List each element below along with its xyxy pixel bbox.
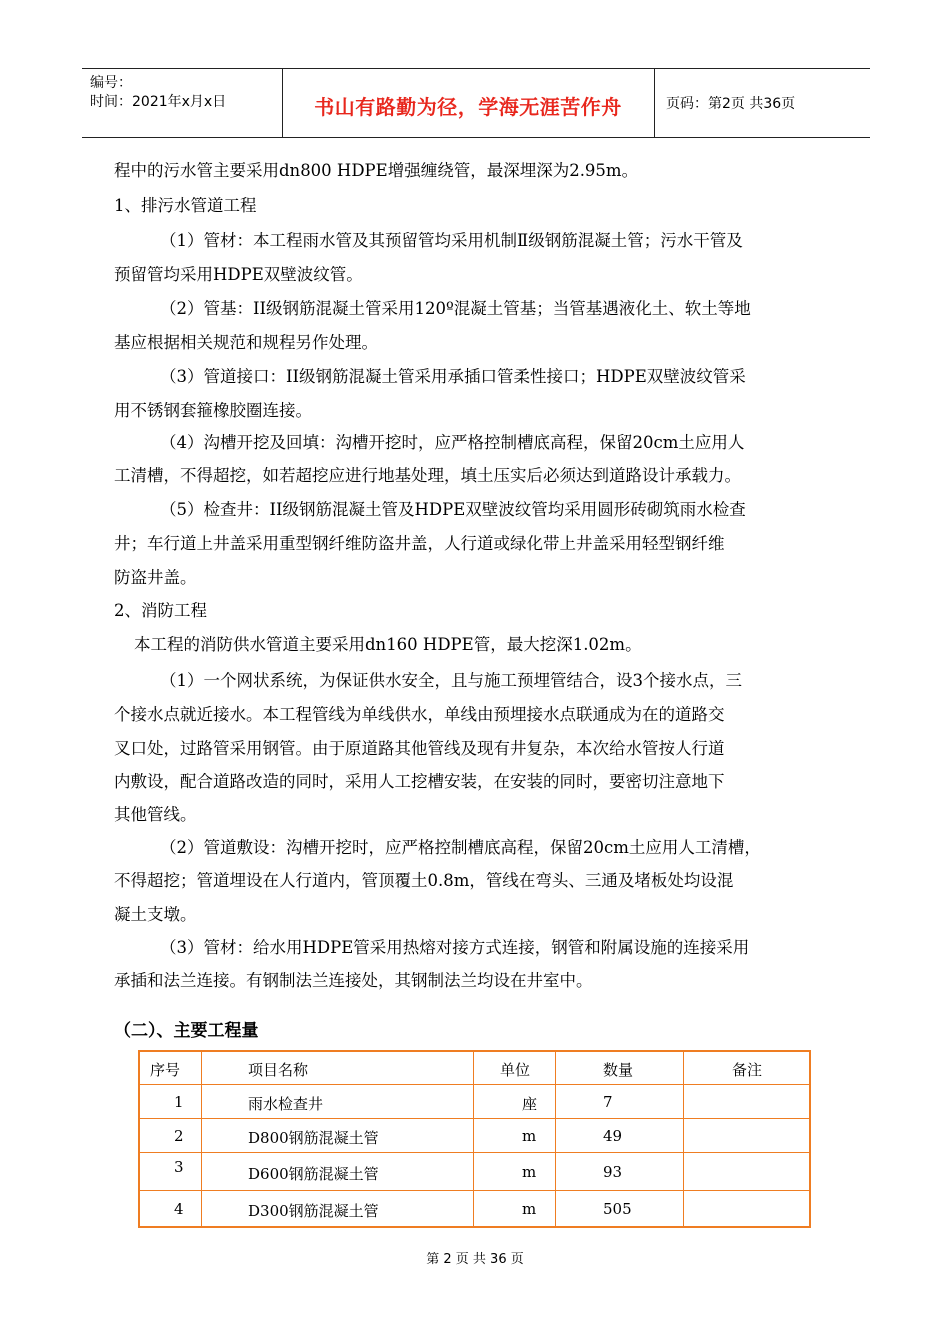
header-motto-cell xyxy=(282,69,655,137)
paragraph-line: （4）沟槽开挖及回填：沟槽开挖时，应严格控制槽底高程，保留20cm土应用人 xyxy=(160,433,745,452)
paragraph-line: 防盗井盖。 xyxy=(114,568,197,587)
header-page-number: 页码：第2页 共36页 xyxy=(666,96,796,112)
table-row xyxy=(140,1119,809,1153)
cell-index: 1 xyxy=(174,1093,184,1111)
cell-unit: 座 xyxy=(522,1095,538,1113)
section-title: （二）、主要工程量 xyxy=(114,1021,259,1041)
paragraph-line: 基应根据相关规范和规程另作处理。 xyxy=(114,333,378,352)
subsection-heading: 1、排污水管道工程 xyxy=(114,196,257,215)
cell-unit: m xyxy=(522,1200,537,1218)
paragraph-line: （2）管道敷设：沟槽开挖时，应严格控制槽底高程，保留20cm土应用人工清槽， xyxy=(160,838,761,857)
table-header-row xyxy=(140,1052,809,1085)
cell-quantity: 93 xyxy=(603,1163,623,1181)
cell-item-name: D600钢筋混凝土管 xyxy=(248,1165,379,1183)
doc-code-label: 编号： xyxy=(90,75,132,91)
cell-index: 2 xyxy=(174,1127,184,1145)
column-header: 备注 xyxy=(732,1061,763,1079)
column-header: 序号 xyxy=(150,1061,181,1079)
cell-index: 4 xyxy=(174,1200,184,1218)
cell-item-name: 雨水检查井 xyxy=(248,1095,324,1113)
table-row xyxy=(140,1153,809,1191)
cell-quantity: 49 xyxy=(603,1127,623,1145)
paragraph-line: 凝土支墩。 xyxy=(114,905,197,924)
cell-item-name: D800钢筋混凝土管 xyxy=(248,1129,379,1147)
page-header xyxy=(82,68,870,138)
paragraph-line: 承插和法兰连接。有钢制法兰连接处，其钢制法兰均设在井室中。 xyxy=(114,971,593,990)
table-row xyxy=(140,1085,809,1119)
paragraph-line: 用不锈钢套箍橡胶圈连接。 xyxy=(114,401,312,420)
doc-date-label: 时间：2021年x月x日 xyxy=(90,94,227,110)
paragraph-line: 工清槽，不得超挖，如若超挖应进行地基处理，填土压实后必须达到道路设计承载力。 xyxy=(114,466,741,485)
paragraph-line: 本工程的消防供水管道主要采用dn160 HDPE管，最大挖深1.02m。 xyxy=(134,635,642,654)
cell-item-name: D300钢筋混凝土管 xyxy=(248,1202,379,1220)
cell-quantity: 7 xyxy=(603,1093,613,1111)
paragraph-line: 程中的污水管主要采用dn800 HDPE增强缠绕管，最深埋深为2.95m。 xyxy=(114,161,639,180)
header-meta xyxy=(82,69,283,137)
paragraph-line: （1）管材：本工程雨水管及其预留管均采用机制Ⅱ级钢筋混凝土管；污水干管及 xyxy=(160,231,743,250)
paragraph-line: 井；车行道上井盖采用重型钢纤维防盗井盖，人行道或绿化带上井盖采用轻型钢纤维 xyxy=(114,534,725,553)
header-page-cell xyxy=(654,69,870,137)
paragraph-line: 其他管线。 xyxy=(114,805,197,824)
cell-quantity: 505 xyxy=(603,1200,632,1218)
quantities-table xyxy=(138,1050,811,1228)
paragraph-line: （3）管道接口：II级钢筋混凝土管采用承插口管柔性接口；HDPE双壁波纹管采 xyxy=(160,367,746,386)
subsection-heading: 2、消防工程 xyxy=(114,601,207,620)
table-row xyxy=(140,1191,809,1228)
paragraph-line: 叉口处，过路管采用钢管。由于原道路其他管线及现有井复杂，本次给水管按人行道 xyxy=(114,739,725,758)
cell-index: 3 xyxy=(174,1158,184,1176)
paragraph-line: （3）管材：给水用HDPE管采用热熔对接方式连接，钢管和附属设施的连接采用 xyxy=(160,938,750,957)
paragraph-line: （5）检查井：II级钢筋混凝土管及HDPE双壁波纹管均采用圆形砖砌筑雨水检查 xyxy=(160,500,746,519)
paragraph-line: 内敷设，配合道路改造的同时，采用人工挖槽安装，在安装的同时，要密切注意地下 xyxy=(114,772,725,791)
header-motto: 书山有路勤为径，学海无涯苦作舟 xyxy=(314,95,622,119)
paragraph-line: （1）一个网状系统，为保证供水安全，且与施工预埋管结合，设3个接水点，三 xyxy=(160,671,742,690)
paragraph-line: 预留管均采用HDPE双壁波纹管。 xyxy=(114,265,363,284)
cell-unit: m xyxy=(522,1163,537,1181)
paragraph-line: 个接水点就近接水。本工程管线为单线供水，单线由预埋接水点联通成为在的道路交 xyxy=(114,705,725,724)
column-header: 数量 xyxy=(603,1061,634,1079)
column-header: 单位 xyxy=(500,1061,531,1079)
paragraph-line: 不得超挖；管道埋设在人行道内，管顶覆土0.8m，管线在弯头、三通及堵板处均设混 xyxy=(114,871,734,890)
page-footer: 第 2 页 共 36 页 xyxy=(426,1252,524,1267)
column-header: 项目名称 xyxy=(248,1061,309,1079)
cell-unit: m xyxy=(522,1127,537,1145)
paragraph-line: （2）管基：II级钢筋混凝土管采用120º混凝土管基；当管基遇液化土、软土等地 xyxy=(160,299,751,318)
